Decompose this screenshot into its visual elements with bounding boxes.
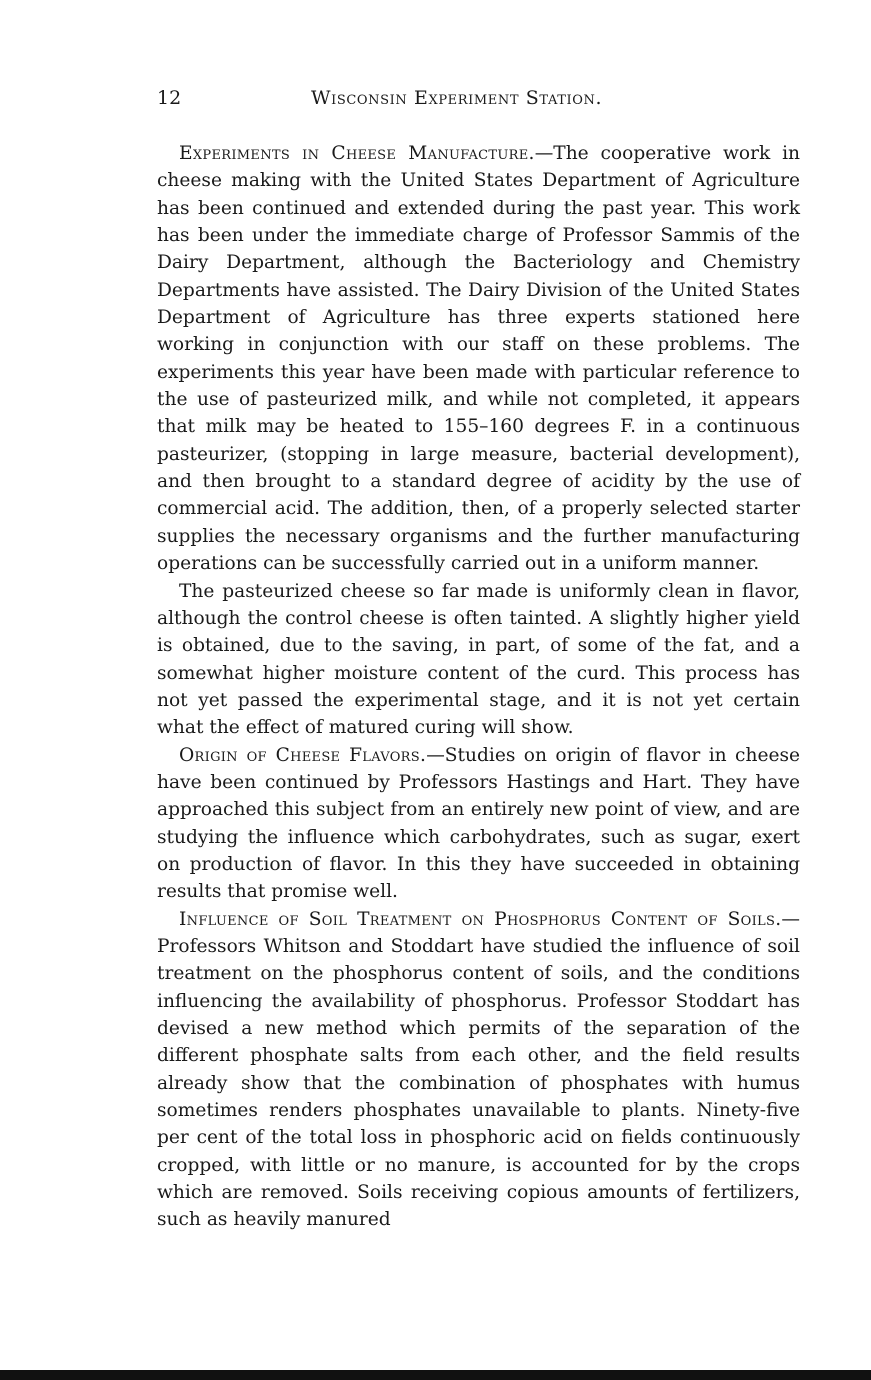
- paragraph-text: —Studies on origin of flavor in cheese have been continued by Professors Hastings and Hart. They have approached this subject from an entirely new point of view, and are studying the influence which carbohydrates, such as sugar, exert on production of flavor. In this they have succeeded in obtaining results that promise well.: [157, 744, 800, 903]
- paragraph-cheese-manufacture: [157, 140, 800, 578]
- section-heading-cheese-flavors: Origin of Cheese Flavors.: [179, 744, 427, 766]
- scan-border: [0, 1370, 871, 1380]
- paragraph-text: The pasteurized cheese so far made is uniformly clean in flavor, although the control cheese is often tainted. A slightly higher yield is obtained, due to the saving, in part, of some of the fat, and a somewhat higher moisture content of the curd. This process has not yet passed the experimental stage, and it is not yet certain what the effect of matured curing will show.: [157, 580, 800, 739]
- page-number: 12: [157, 87, 182, 109]
- section-heading-soil-treatment: Influence of Soil Treatment on Phosphorus Content of Soils.: [179, 908, 782, 930]
- section-heading-cheese-manufacture: Experiments in Cheese Manufacture.: [179, 143, 535, 164]
- running-title: Wisconsin Experiment Station.: [311, 87, 603, 109]
- paragraph-cheese-flavors: [157, 742, 800, 906]
- paragraph-pasteurized-cheese: [157, 578, 800, 742]
- paragraph-soil-treatment: [157, 906, 800, 1234]
- body-text: [157, 140, 800, 1234]
- running-head: [157, 84, 800, 112]
- paragraph-text: —The cooperative work in cheese making with the United States Department of Agriculture has been continued and extended during the past year. This work has been under the immediate charge of Professor Sammis of the Dairy Department, although the Bacteriology and Chemistry Departments have assisted. The Dairy Division of the United States Department of Agriculture has three experts stationed here working in conjunction with our staff on these problems. The experiments this year have been made with particular reference to the use of pasteurized milk, and while not completed, it appears that milk may be heated to 155–160 degrees F. in a continuous pasteurizer, (stopping in large measure, bacterial development), and then brought to a standard degree of acidity by the use of commercial acid. The addition, then, of a properly selected starter supplies the necessary organisms and the further manufacturing operations can be successfully carried out in a uniform manner.: [157, 143, 800, 575]
- paragraph-text: —Professors Whitson and Stoddart have studied the influence of soil treatment on the phosphorus content of soils, and the conditions influencing the availability of phosphorus. Professor Stoddart has devised a new method which permits of the separation of the different phosphate salts from each other, and the field results already show that the combination of phosphates with humus sometimes renders phosphates unavailable to plants. Ninety-five per cent of the total loss in phosphoric acid on fields continuously cropped, with little or no manure, is accounted for by the crops which are removed. Soils receiving copious amounts of fertilizers, such as heavily manured: [157, 908, 800, 1231]
